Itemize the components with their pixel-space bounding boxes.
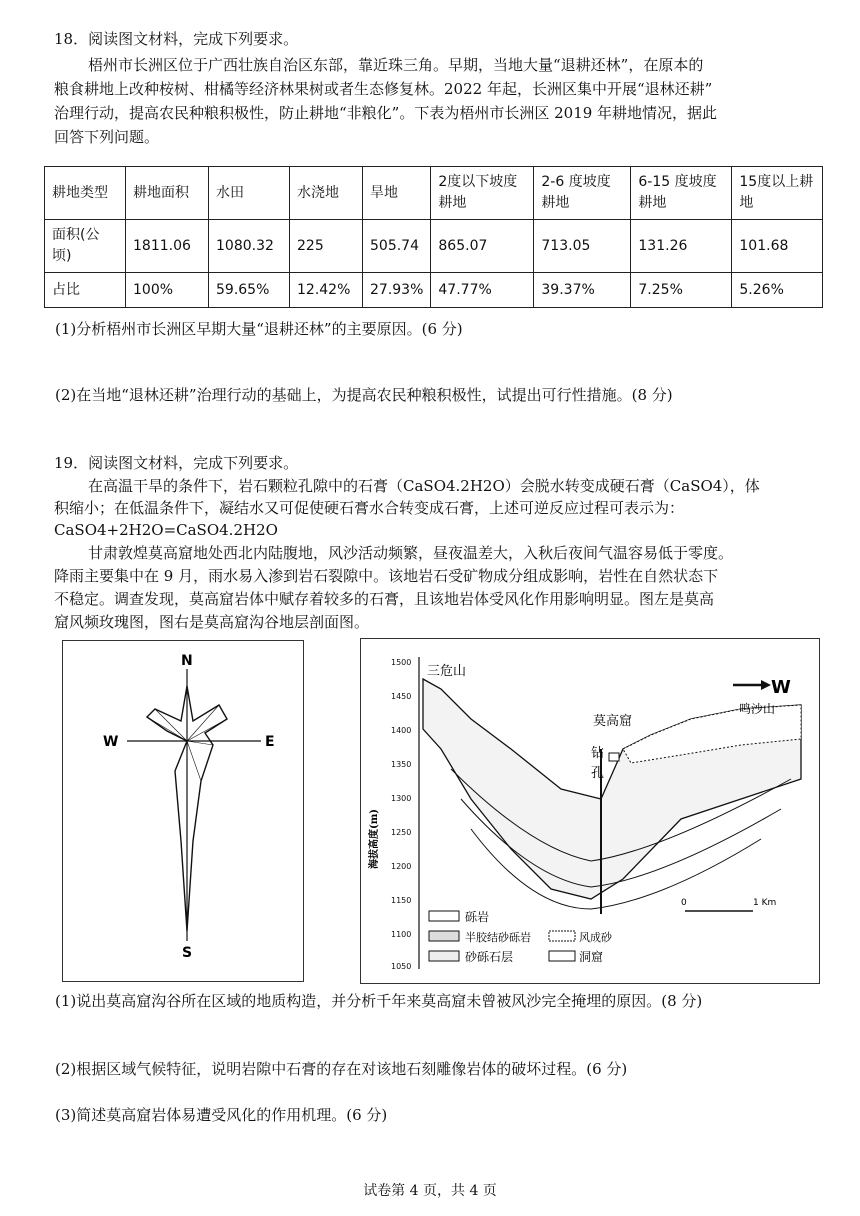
scale-start: 0: [681, 898, 687, 908]
geological-profile-figure: [360, 638, 820, 984]
q19-paragraph-line: 积缩小；在低温条件下，凝结水又可促使硬石膏水合转变成石膏，上述可逆反应过程可表示为：: [54, 499, 685, 517]
wind-rose-diagram: [63, 641, 303, 981]
legend-swatch-gravel: [429, 951, 459, 961]
q19-formula: CaSO4+2H2O=CaSO4.2H2O: [54, 521, 278, 539]
y-ticks: [391, 658, 411, 971]
table-cell: 占比: [45, 273, 126, 308]
q19-subquestion-1: (1)说出莫高窟沟谷所在区域的地质构造，并分析千年来莫高窟未曾被风沙完全掩埋的原因。(8 分): [55, 992, 703, 1010]
y-axis-label: 海拔高度(m): [369, 808, 380, 869]
table-cell: 39.37%: [534, 273, 631, 308]
table-header-cell: 水浇地: [290, 167, 363, 220]
q19-paragraph-line: 不稳定。调查发现，莫高窟岩体中赋存着较多的石膏，且该地岩体受风化作用影响明显。图左是莫高: [54, 590, 715, 608]
legend-swatch-grotto: [549, 951, 575, 961]
east-label: E: [265, 734, 275, 750]
legend-item: 洞窟: [579, 950, 604, 964]
table-header-cell: 6-15 度坡度耕地: [631, 167, 732, 220]
direction-label: W: [771, 677, 791, 698]
q18-paragraph-line: 治理行动，提高农民种粮积极性，防止耕地“非粮化”。下表为梧州市长洲区 2019 年耕地情况，据此: [54, 104, 718, 122]
north-label: N: [181, 653, 193, 669]
grotto-label: 莫高窟: [593, 714, 633, 729]
table-header-cell: 水田: [209, 167, 290, 220]
table-cell: 865.07: [431, 220, 534, 273]
farmland-table: [44, 166, 823, 308]
table-cell: 100%: [126, 273, 209, 308]
y-tick: 1150: [391, 896, 412, 905]
legend-swatch-aeolian-sand: [549, 931, 575, 941]
y-tick: 1500: [391, 658, 412, 667]
q18-paragraph-line: 粮食耕地上改种桉树、柑橘等经济林果树或者生态修复林。2022 年起，长洲区集中开展“退林还耕”: [54, 80, 713, 98]
table-cell: 7.25%: [631, 273, 732, 308]
q19-paragraph-line: 在高温干旱的条件下，岩石颗粒孔隙中的石膏（CaSO4.2H2O）会脱水转变成硬石膏（CaSO4），体: [88, 477, 760, 495]
grotto-mark: [609, 753, 619, 761]
y-tick: 1250: [391, 828, 412, 837]
drill-label-1: 钻: [591, 746, 605, 761]
y-tick: 1050: [391, 962, 412, 971]
q19-paragraph-line: 降雨主要集中在 9 月，雨水易入渗到岩石裂隙中。该地岩石受矿物成分组成影响，岩性在自然状态下: [54, 567, 719, 585]
wind-rose-figure: [62, 640, 304, 982]
table-header-cell: 15度以上耕地: [732, 167, 823, 220]
q18-paragraph-line: 回答下列问题。: [54, 128, 160, 146]
table-cell: 47.77%: [431, 273, 534, 308]
q19-subquestion-3: (3)简述莫高窟岩体易遭受风化的作用机理。(6 分): [55, 1106, 388, 1124]
q19-paragraph-line: 甘肃敦煌莫高窟地处西北内陆腹地，风沙活动频繁，昼夜温差大，入秋后夜间气温容易低于零度。: [88, 544, 734, 562]
y-tick: 1350: [391, 760, 412, 769]
table-cell: 12.42%: [290, 273, 363, 308]
scale-end: 1 Km: [753, 898, 777, 908]
table-row: [45, 220, 823, 273]
west-label: W: [103, 734, 119, 750]
table-header-cell: 耕地类型: [45, 167, 126, 220]
q18-heading: 18．阅读图文材料，完成下列要求。: [54, 30, 299, 48]
q19-heading: 19．阅读图文材料，完成下列要求。: [54, 454, 299, 472]
q19-paragraph-line: 窟风频玫瑰图，图右是莫高窟沟谷地层剖面图。: [54, 613, 370, 631]
q18-paragraph-line: 梧州市长洲区位于广西壮族自治区东部，靠近珠三角。早期，当地大量“退耕还林”，在原本的: [88, 56, 704, 74]
right-mountain-label: 鸣沙山: [739, 702, 776, 716]
table-header-row: [45, 167, 823, 220]
table-cell: 1080.32: [209, 220, 290, 273]
legend-item: 半胶结砂砾岩: [465, 931, 531, 944]
table-cell: 713.05: [534, 220, 631, 273]
q18-subquestion-1: (1)分析梧州市长洲区早期大量“退耕还林”的主要原因。(6 分): [55, 320, 463, 338]
q18-subquestion-2: (2)在当地“退林还耕”治理行动的基础上，为提高农民种粮积极性，试提出可行性措施。(8 分): [55, 386, 673, 404]
table-cell: 27.93%: [363, 273, 431, 308]
table-header-cell: 2-6 度坡度耕地: [534, 167, 631, 220]
table-row: [45, 273, 823, 308]
table-cell: 505.74: [363, 220, 431, 273]
left-mountain-label: 三危山: [427, 664, 467, 679]
legend-swatch-conglomerate: [429, 911, 459, 921]
table-header-cell: 耕地面积: [126, 167, 209, 220]
direction-arrowhead: [761, 680, 771, 690]
legend-swatch-semicemented: [429, 931, 459, 941]
y-tick: 1100: [391, 930, 412, 939]
page-footer: 试卷第 4 页，共 4 页: [363, 1183, 497, 1199]
y-tick: 1450: [391, 692, 412, 701]
q19-subquestion-2: (2)根据区域气候特征，说明岩隙中石膏的存在对该地石刻雕像岩体的破坏过程。(6 分): [55, 1060, 628, 1078]
table-cell: 101.68: [732, 220, 823, 273]
table-header-cell: 旱地: [363, 167, 431, 220]
y-tick: 1300: [391, 794, 412, 803]
legend-item: 风成砂: [579, 931, 612, 944]
table-cell: 131.26: [631, 220, 732, 273]
table-cell: 225: [290, 220, 363, 273]
table-cell: 5.26%: [732, 273, 823, 308]
legend: [429, 909, 613, 964]
table-cell: 1811.06: [126, 220, 209, 273]
geological-profile-diagram: [361, 639, 819, 983]
legend-item: 砾岩: [465, 910, 490, 924]
table-header-cell: 2度以下坡度耕地: [431, 167, 534, 220]
legend-item: 砂砾石层: [465, 950, 514, 964]
y-tick: 1400: [391, 726, 412, 735]
drill-label-2: 孔: [591, 766, 605, 781]
table-cell: 59.65%: [209, 273, 290, 308]
table-cell: 面积(公顷): [45, 220, 126, 273]
south-label: S: [182, 945, 193, 961]
y-tick: 1200: [391, 862, 412, 871]
